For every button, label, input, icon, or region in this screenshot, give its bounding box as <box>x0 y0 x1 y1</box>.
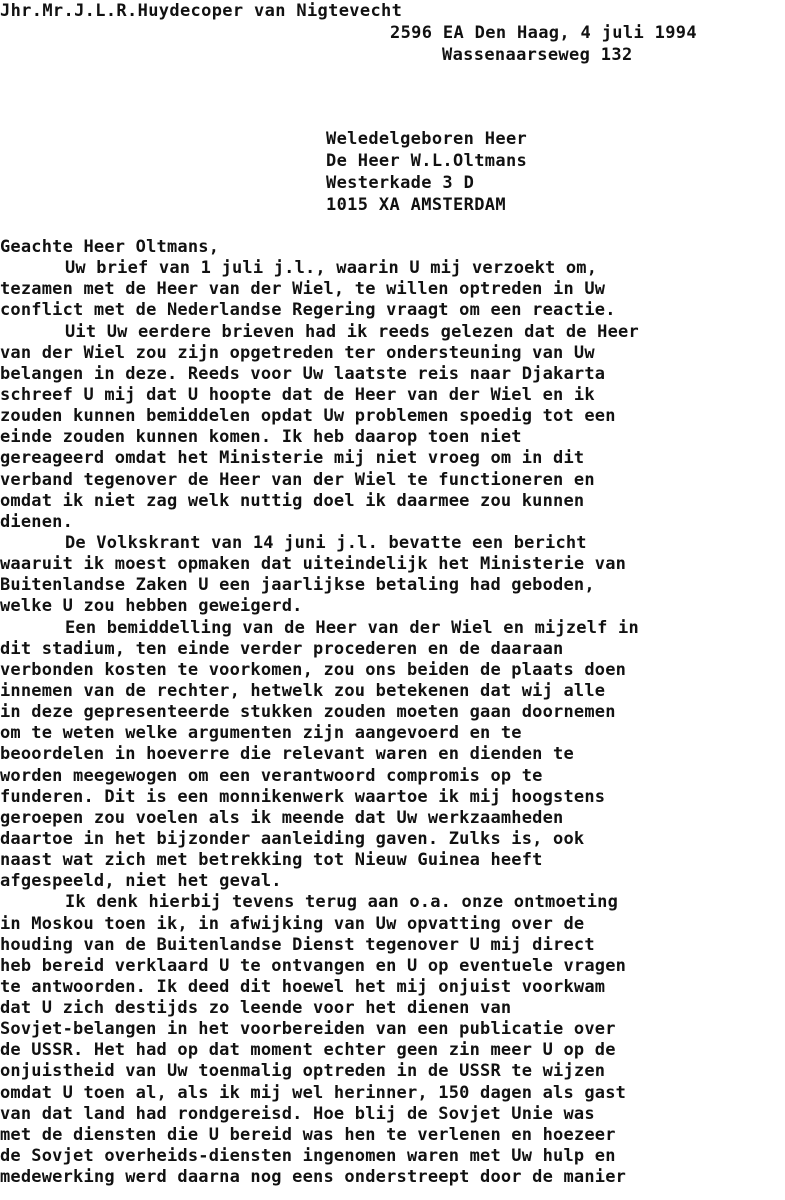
body-line: tezamen met de Heer van der Wiel, te willen optreden in Uw <box>0 279 606 300</box>
salutation: Geachte Heer Oltmans, <box>0 237 220 257</box>
body-line: De Volkskrant van 14 juni j.l. bevatte een bericht <box>65 532 587 553</box>
body-line: houding van de Buitenlandse Dienst tegenover U mij direct <box>0 934 595 955</box>
letter-body <box>0 237 785 1188</box>
body-line: funderen. Dit is een monnikenwerk waartoe ik mij hoogstens <box>0 786 606 807</box>
body-line: afgespeeld, niet het geval. <box>0 871 282 892</box>
sender-street: Wassenaarseweg 132 <box>442 45 633 65</box>
body-line: omdat ik niet zag welk nuttig doel ik daarmee zou kunnen <box>0 490 585 511</box>
body-line: met de diensten die U bereid was hen te verlenen en hoezeer <box>0 1124 616 1145</box>
body-line: Buitenlandse Zaken U een jaarlijkse betaling had geboden, <box>0 575 595 596</box>
body-line: innemen van de rechter, hetwelk zou betekenen dat wij alle <box>0 680 606 701</box>
body-line: conflict met de Nederlandse Regering vraagt om een reactie. <box>0 300 616 321</box>
body-line: verband tegenover de Heer van der Wiel te functioneren en <box>0 469 595 490</box>
recipient-line: Weledelgeboren Heer <box>326 129 528 149</box>
body-line: te antwoorden. Ik deed dit hoewel het mij onjuist voorkwam <box>0 976 606 997</box>
body-line: de Sovjet overheids-diensten ingenomen waren met Uw hulp en <box>0 1146 616 1167</box>
body-line: dat U zich destijds zo leende voor het dienen van <box>0 998 512 1019</box>
body-line: onjuistheid van Uw toenmalig optreden in de USSR te wijzen <box>0 1061 606 1082</box>
body-line: dit stadium, ten einde verder procederen en de daaraan <box>0 638 564 659</box>
body-line: schreef U mij dat U hoopte dat de Heer van der Wiel en ik <box>0 384 595 405</box>
body-line: gereageerd omdat het Ministerie mij niet vroeg om in dit <box>0 448 585 469</box>
body-line: einde zouden kunnen komen. Ik heb daarop toen niet <box>0 427 522 448</box>
body-line: de USSR. Het had op dat moment echter geen zin meer U op de <box>0 1040 616 1061</box>
body-line: in Moskou toen ik, in afwijking van Uw opvatting over de <box>0 913 585 934</box>
body-line: in deze gepresenteerde stukken zouden moeten gaan doornemen <box>0 702 616 723</box>
body-line: verbonden kosten te voorkomen, zou ons beiden de plaats doen <box>0 659 627 680</box>
body-line: welke U zou hebben geweigerd. <box>0 596 303 617</box>
body-line: medewerking werd daarna nog eens onderstreept door de manier <box>0 1167 627 1188</box>
body-line: naast wat zich met betrekking tot Nieuw Guinea heeft <box>0 850 543 871</box>
body-line: heb bereid verklaard U te ontvangen en U op eventuele vragen <box>0 955 627 976</box>
sender-name: Jhr.Mr.J.L.R.Huydecoper van Nigtevecht <box>0 1 403 21</box>
body-line: Uw brief van 1 juli j.l., waarin U mij verzoekt om, <box>65 258 598 279</box>
recipient-line: 1015 XA AMSTERDAM <box>326 195 506 215</box>
body-line: worden meegewogen om een verantwoord compromis op te <box>0 765 543 786</box>
recipient-line: De Heer W.L.Oltmans <box>326 151 528 171</box>
body-line: beoordelen in hoeverre die relevant waren en dienden te <box>0 744 574 765</box>
body-line: omdat U toen al, als ik mij wel herinner, 150 dagen als gast <box>0 1082 627 1103</box>
body-line: Uit Uw eerdere brieven had ik reeds gelezen dat de Heer <box>65 321 639 342</box>
body-line: Een bemiddelling van de Heer van der Wiel en mijzelf in <box>65 617 639 638</box>
body-line: dienen. <box>0 511 74 532</box>
body-line: om te weten welke argumenten zijn aangevoerd en te <box>0 723 522 744</box>
recipient-line: Westerkade 3 D <box>326 173 475 193</box>
body-line: daartoe in het bijzonder aanleiding gaven. Zulks is, ook <box>0 828 585 849</box>
body-line: Ik denk hierbij tevens terug aan o.a. onze ontmoeting <box>65 892 619 913</box>
body-line: van dat land had rondgereisd. Hoe blij de Sovjet Unie was <box>0 1103 595 1124</box>
body-line: van der Wiel zou zijn opgetreden ter ondersteuning van Uw <box>0 342 595 363</box>
body-line: waaruit ik moest opmaken dat uiteindelijk het Ministerie van <box>0 554 627 575</box>
body-line: geroepen zou voelen als ik meende dat Uw werkzaamheden <box>0 807 564 828</box>
body-line: belangen in deze. Reeds voor Uw laatste reis naar Djakarta <box>0 363 606 384</box>
sender-place-date: 2596 EA Den Haag, 4 juli 1994 <box>390 23 697 43</box>
body-line: zouden kunnen bemiddelen opdat Uw problemen spoedig tot een <box>0 406 616 427</box>
body-line: Sovjet-belangen in het voorbereiden van een publicatie over <box>0 1019 616 1040</box>
